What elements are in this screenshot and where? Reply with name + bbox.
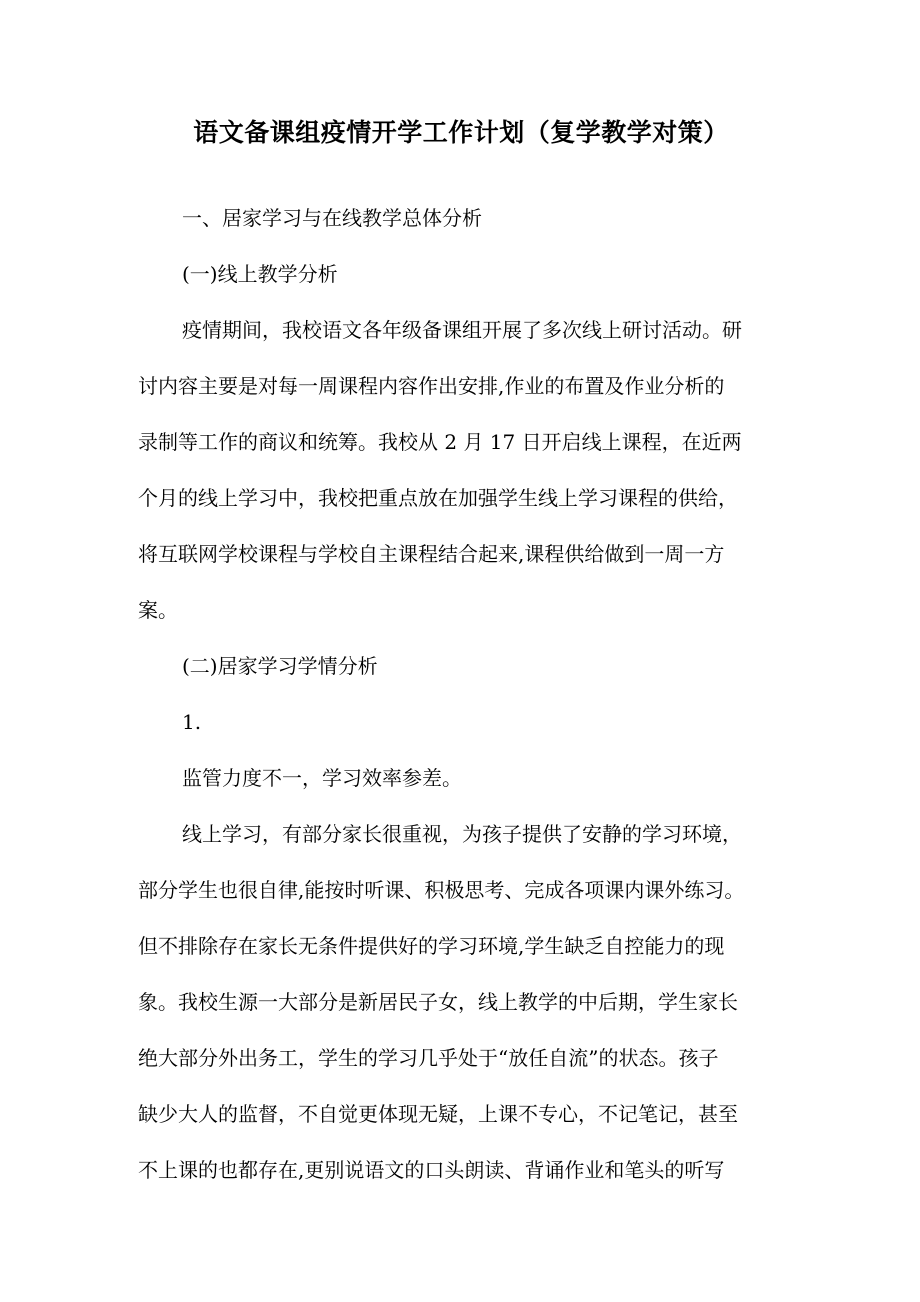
document-title: 语文备课组疫情开学工作计划（复学教学对策） — [193, 118, 729, 147]
list-item-number: 1. — [182, 710, 202, 734]
paragraph-line: 疫情期间，我校语文各年级备课组开展了多次线上研讨活动。研 — [182, 318, 742, 342]
paragraph-line: 缺少大人的监督，不自觉更体现无疑，上课不专心，不记笔记，甚至 — [138, 1102, 738, 1126]
paragraph-line: 象。我校生源一大部分是新居民子女，线上教学的中后期，学生家长 — [138, 990, 738, 1014]
subsection2-heading: (二)居家学习学情分析 — [182, 654, 378, 678]
paragraph-line: 但不排除存在家长无条件提供好的学习环境,学生缺乏自控能力的现 — [138, 934, 725, 958]
subsection1-heading: (一)线上教学分析 — [182, 262, 338, 286]
paragraph-line: 个月的线上学习中，我校把重点放在加强学生线上学习课程的供给， — [138, 486, 738, 510]
paragraph-line: 部分学生也很自律,能按时听课、积极思考、完成各项课内课外练习。 — [138, 878, 745, 902]
paragraph-line: 绝大部分外出务工，学生的学习几乎处于“放任自流”的状态。孩子 — [138, 1046, 719, 1070]
paragraph-home-learning — [138, 806, 784, 1198]
paragraph-line: 将互联网学校课程与学校自主课程结合起来,课程供给做到一周一方 — [138, 542, 725, 566]
section1-heading: 一、居家学习与在线教学总体分析 — [182, 206, 482, 230]
paragraph-online-teaching — [138, 302, 784, 638]
list-item-title: 监管力度不一，学习效率参差。 — [182, 766, 462, 790]
paragraph-line: 线上学习，有部分家长很重视，为孩子提供了安静的学习环境， — [182, 822, 742, 846]
paragraph-line: 案。 — [138, 598, 178, 622]
paragraph-line: 不上课的也都存在,更别说语文的口头朗读、背诵作业和笔头的听写 — [138, 1158, 725, 1182]
paragraph-line: 录制等工作的商议和统筹。我校从 2 月 17 日开启线上课程，在近两 — [138, 430, 742, 454]
paragraph-line: 讨内容主要是对每一周课程内容作出安排,作业的布置及作业分析的 — [138, 374, 725, 398]
